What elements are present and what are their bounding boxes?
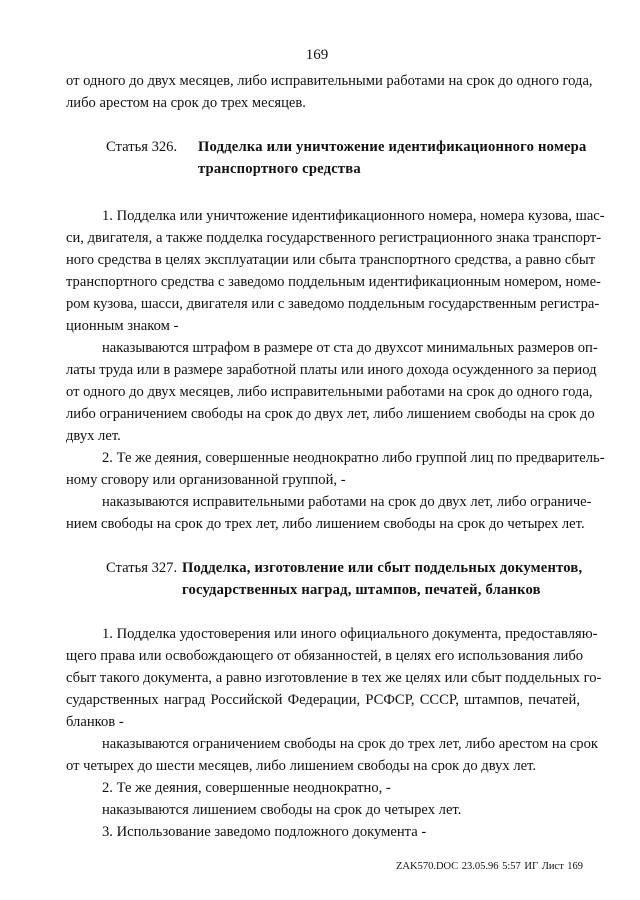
text-line: ром кузова, шасси, двигателя или с заведомо поддельным государственным регистра- (66, 296, 600, 312)
text-line: нием свободы на срок до трех лет, либо лишением свободы на срок до четырех лет. (66, 516, 585, 532)
text-line: ционным знаком - (66, 318, 179, 334)
text-line: ного средства в целях эксплуатации или сбыта транспортного средства, а равно сбыт (66, 252, 596, 268)
text-line: транспортного средства с заведомо поддельным идентификационным номером, номе- (66, 274, 601, 290)
page-number: 169 (305, 47, 329, 63)
text-line: 2. Те же деяния, совершенные неоднократно либо группой лиц по предваритель- (102, 450, 605, 466)
article-327-label: Статья 327. (106, 560, 178, 576)
article-327-penalty-1 (66, 733, 598, 777)
text-line: двух лет. (66, 428, 121, 444)
article-327-part-1 (66, 623, 602, 733)
text-line: наказываются ограничением свободы на срок до трех лет, либо арестом на срок (102, 736, 598, 752)
article-326-title (198, 136, 587, 180)
text-line: либо арестом на срок до трех месяцев. (66, 95, 306, 111)
text-line: латы труда или в размере заработной платы или иного дохода осужденного за период (66, 362, 597, 378)
text-line: ному сговору или организованной группой, - (66, 472, 346, 488)
text-line: сударственных наград Российской Федерации, РСФСР, СССР, штампов, печатей, (66, 692, 580, 708)
article-327-title (182, 557, 583, 601)
text-line: либо ограничением свободы на срок до двух лет, либо лишением свободы на срок до (66, 406, 595, 422)
text-line: си, двигателя, а также подделка государственного регистрационного знака транспорт- (66, 230, 602, 246)
article-326-label: Статья 326. (106, 139, 178, 155)
text-line: от одного до двух месяцев, либо исправительными работами на срок до одного года, (66, 73, 593, 89)
text-line: от четырех до шести месяцев, либо лишением свободы на срок до двух лет. (66, 758, 537, 774)
article-326-penalty-1 (66, 337, 598, 447)
text-line: 3. Использование заведомо подложного документа - (102, 824, 427, 840)
text-line: наказываются исправительными работами на срок до двух лет, либо ограниче- (102, 494, 592, 510)
text-line: 1. Подделка или уничтожение идентификационного номера, номера кузова, шас- (102, 208, 605, 224)
text-line: щего права или освобождающего от обязанностей, в целях его использования либо (66, 648, 584, 664)
article-326-part-2 (66, 447, 605, 491)
document-footer: ZAK570.DOC 23.05.96 5:57 ИГ Лист 169 (396, 861, 584, 872)
text-line: бланков - (66, 714, 124, 730)
text-line: сбыт такого документа, а равно изготовление в тех же целях или сбыт поддельных го- (66, 670, 602, 686)
text-line: от одного до двух месяцев, либо исправительными работами на срок до одного года, (66, 384, 593, 400)
title-line: Подделка или уничтожение идентификационного номера (198, 139, 587, 155)
article-327-part-2 (66, 777, 580, 799)
text-line: наказываются штрафом в размере от ста до двухсот минимальных размеров оп- (102, 340, 598, 356)
text-line: наказываются лишением свободы на срок до четырех лет. (102, 802, 462, 818)
text-line: 2. Те же деяния, совершенные неоднократно, - (102, 780, 391, 796)
article-327-penalty-2 (66, 799, 580, 821)
title-line: Подделка, изготовление или сбыт поддельных документов, (182, 560, 583, 576)
title-line: государственных наград, штампов, печатей, бланков (182, 582, 541, 598)
intro-paragraph (66, 70, 593, 114)
text-line: 1. Подделка удостоверения или иного официального документа, предоставляю- (102, 626, 598, 642)
article-326-penalty-2 (66, 491, 592, 535)
article-326-part-1 (66, 205, 605, 337)
article-327-part-3 (66, 821, 580, 843)
title-line: транспортного средства (198, 161, 361, 177)
